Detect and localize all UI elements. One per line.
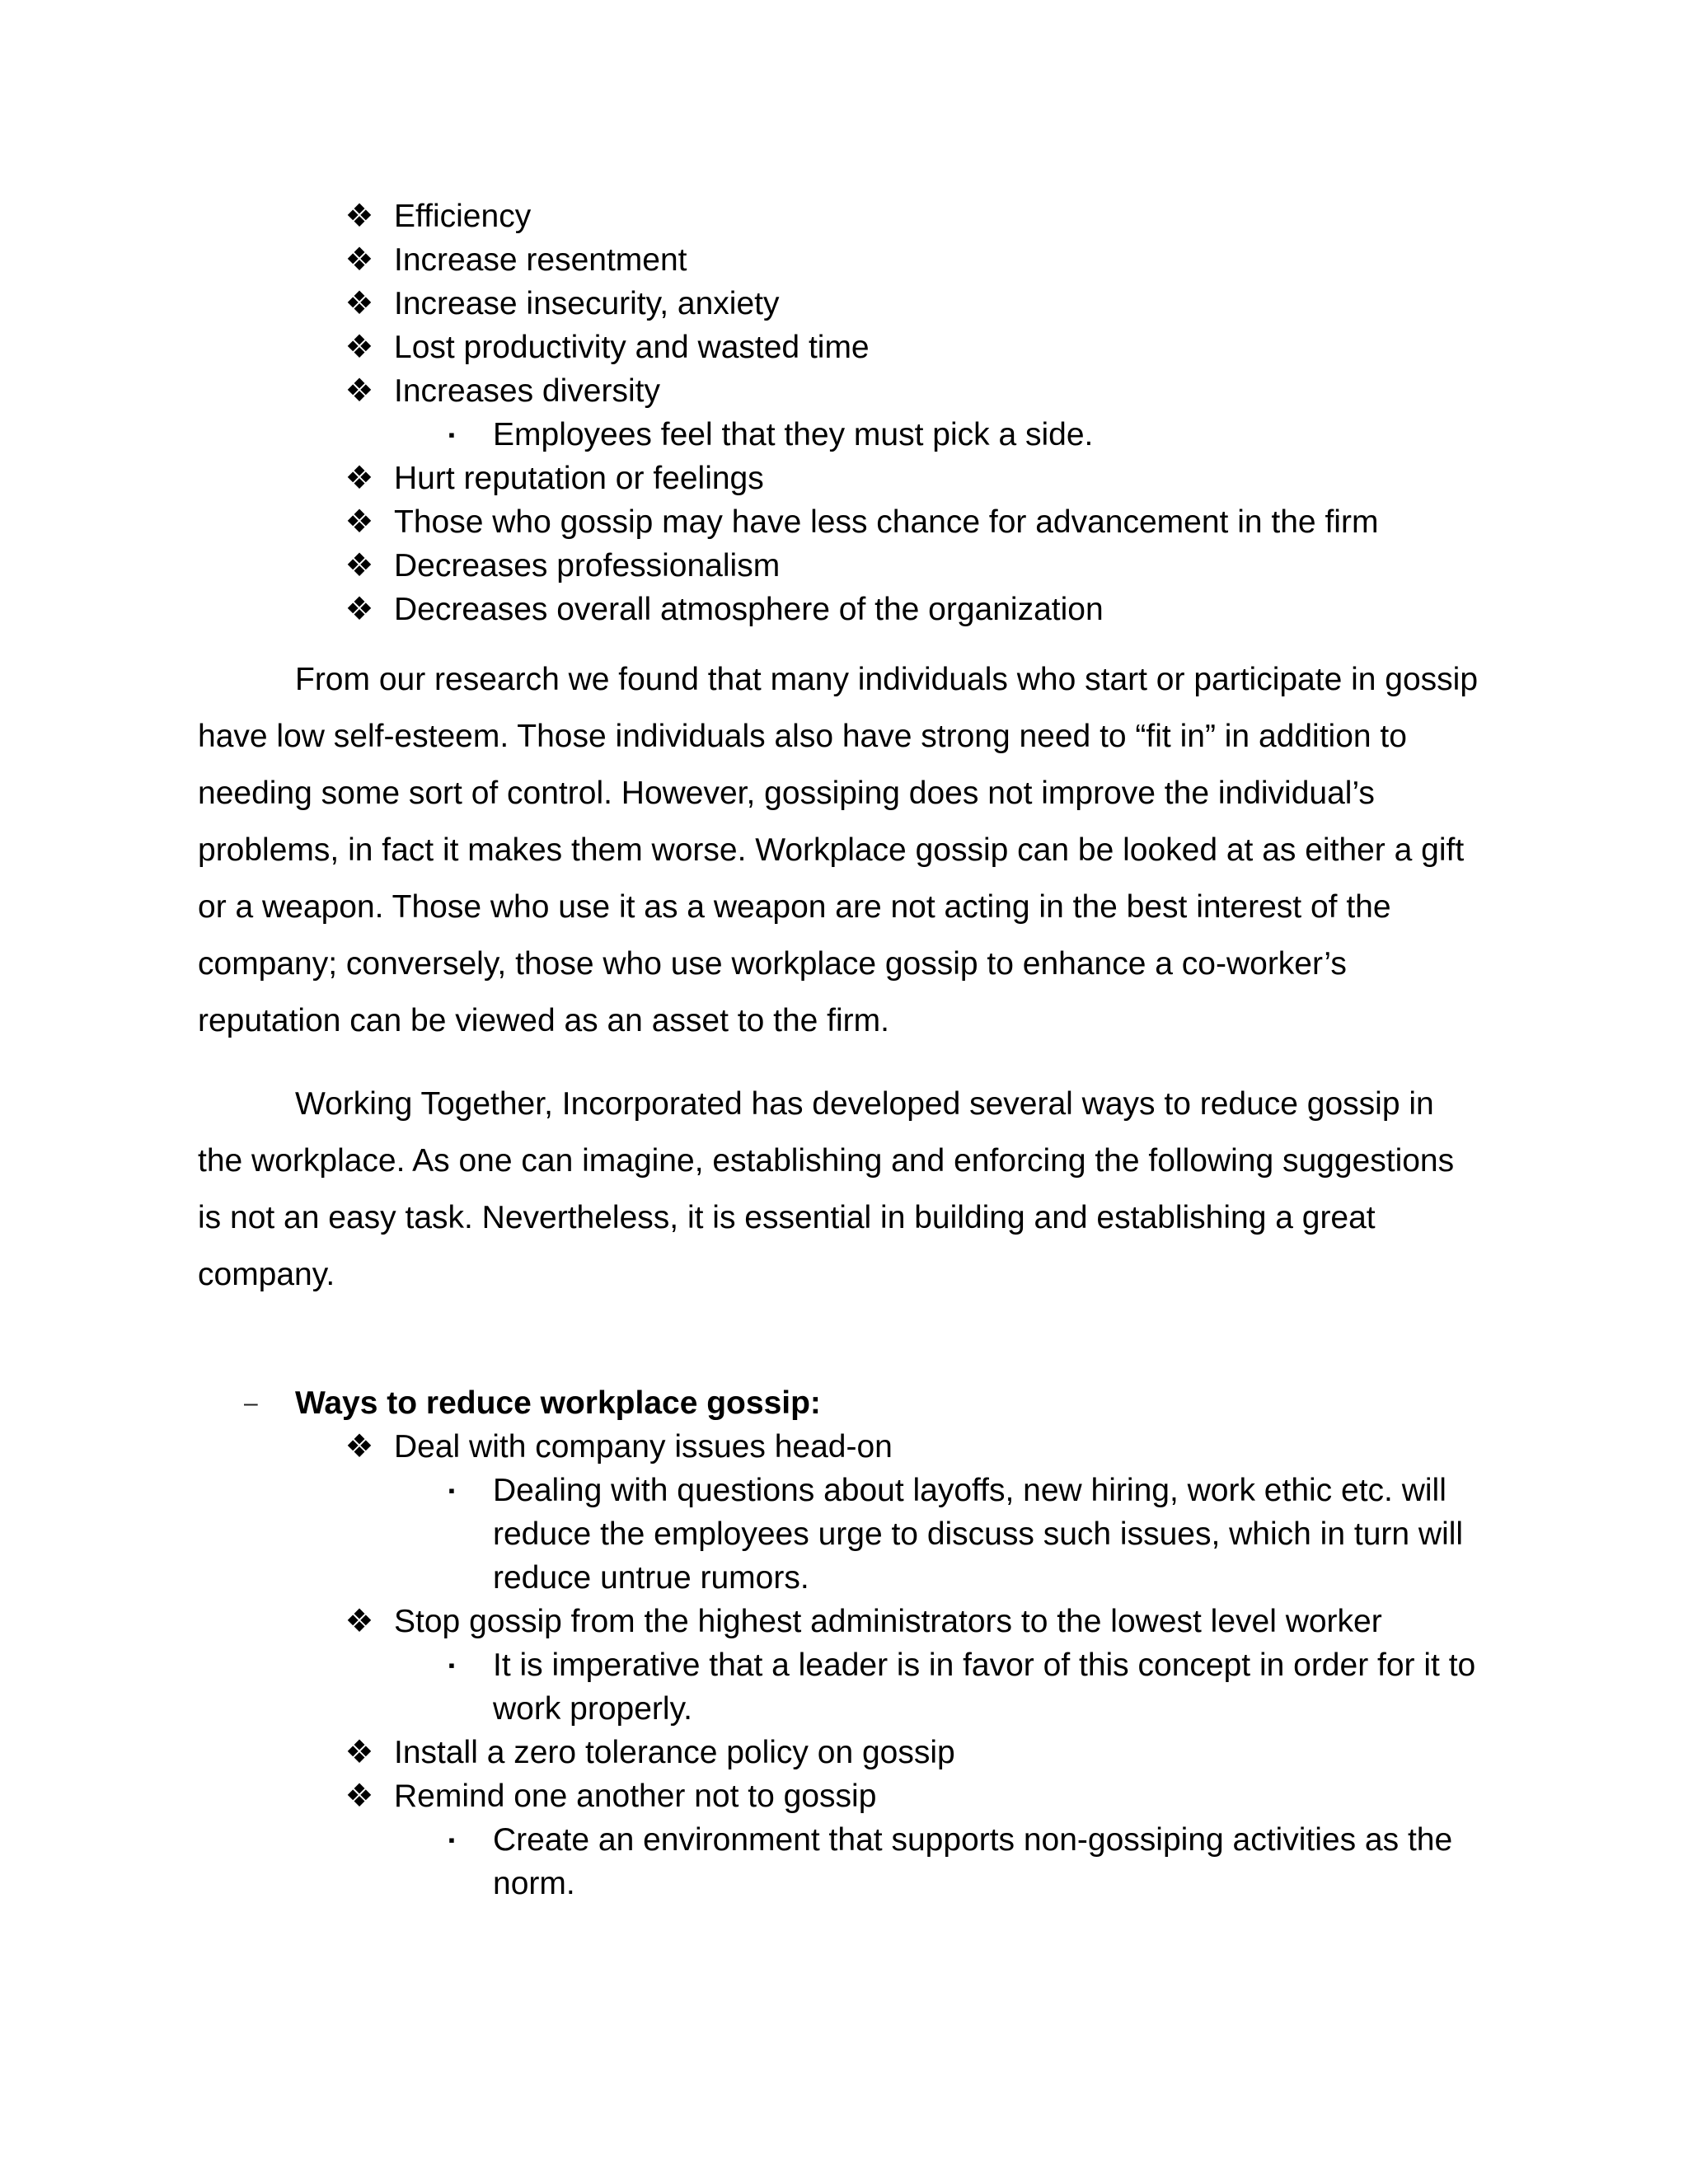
square-bullet-icon: ▪ — [448, 1655, 455, 1675]
working-together-paragraph-text: Working Together, Incorporated has developed several ways to reduce gossip in the workplace. As one can imagine, establishing and enforcing the following suggestions is not an easy task. Nevertheless, it is essential in building and establishing a great company. — [198, 1086, 1455, 1292]
diamond-bullet-icon: ❖ — [345, 461, 374, 496]
list-item-text: Decreases professionalism — [394, 548, 781, 583]
diamond-bullet-icon: ❖ — [345, 548, 374, 583]
square-bullet-icon: ▪ — [448, 424, 455, 445]
diamond-bullet-icon: ❖ — [345, 1779, 374, 1814]
research-paragraph-text: From our research we found that many individuals who start or participate in gossip have low self-esteem. Those individuals also have strong need to “fit in” in addition to needing some sort of control. However, gossiping does not improve the individual’s problems, in fact it makes them worse. Workplace gossip can be looked at as either a gift or a weapon. Those who use it as a weapon are not acting in the best interest of the company; conversely, those who use workplace gossip to enhance a co-worker’s reputation can be viewed as an asset to the firm. — [198, 662, 1479, 1038]
diamond-bullet-icon: ❖ — [345, 1429, 374, 1465]
sub-list-item-text: Create an environment that supports non-gossiping activities as the norm. — [493, 1822, 1453, 1901]
list-item-text: Remind one another not to gossip — [394, 1779, 877, 1814]
list-item-text: Decreases overall atmosphere of the organization — [394, 592, 1104, 627]
diamond-bullet-icon: ❖ — [345, 199, 374, 234]
list-item-text: Hurt reputation or feelings — [394, 461, 764, 496]
list-item-text: Those who gossip may have less chance for advancement in the firm — [394, 504, 1379, 540]
square-bullet-icon: ▪ — [448, 1830, 455, 1850]
diamond-bullet-icon: ❖ — [345, 1735, 374, 1770]
list-item-text: Efficiency — [394, 199, 532, 234]
diamond-bullet-icon: ❖ — [345, 330, 374, 365]
diamond-bullet-icon: ❖ — [345, 592, 374, 627]
list-item-text: Deal with company issues head-on — [394, 1429, 893, 1465]
diamond-bullet-icon: ❖ — [345, 1604, 374, 1639]
square-bullet-icon: ▪ — [448, 1480, 455, 1501]
diamond-bullet-icon: ❖ — [345, 242, 374, 278]
list-item-text: Increase resentment — [394, 242, 687, 278]
list-item-text: Install a zero tolerance policy on gossip — [394, 1735, 955, 1770]
dash-bullet-icon: – — [244, 1390, 258, 1417]
sub-list-item-text: It is imperative that a leader is in favor of this concept in order for it to work properly. — [493, 1647, 1476, 1727]
sub-list-item-text: Employees feel that they must pick a side. — [493, 417, 1094, 452]
list-item-text: Stop gossip from the highest administrators to the lowest level worker — [394, 1604, 1382, 1639]
list-item-text: Increases diversity — [394, 373, 660, 409]
diamond-bullet-icon: ❖ — [345, 504, 374, 540]
diamond-bullet-icon: ❖ — [345, 373, 374, 409]
list-item-text: Lost productivity and wasted time — [394, 330, 870, 365]
section-heading-text: Ways to reduce workplace gossip: — [295, 1385, 821, 1421]
diamond-bullet-icon: ❖ — [345, 286, 374, 321]
working-together-paragraph — [198, 1076, 1484, 1303]
research-paragraph — [198, 651, 1484, 1049]
sub-list-item-text: Dealing with questions about layoffs, new hiring, work ethic etc. will reduce the employees urge to discuss such issues, which in turn will reduce untrue rumors. — [493, 1473, 1464, 1596]
list-item-text: Increase insecurity, anxiety — [394, 286, 780, 321]
